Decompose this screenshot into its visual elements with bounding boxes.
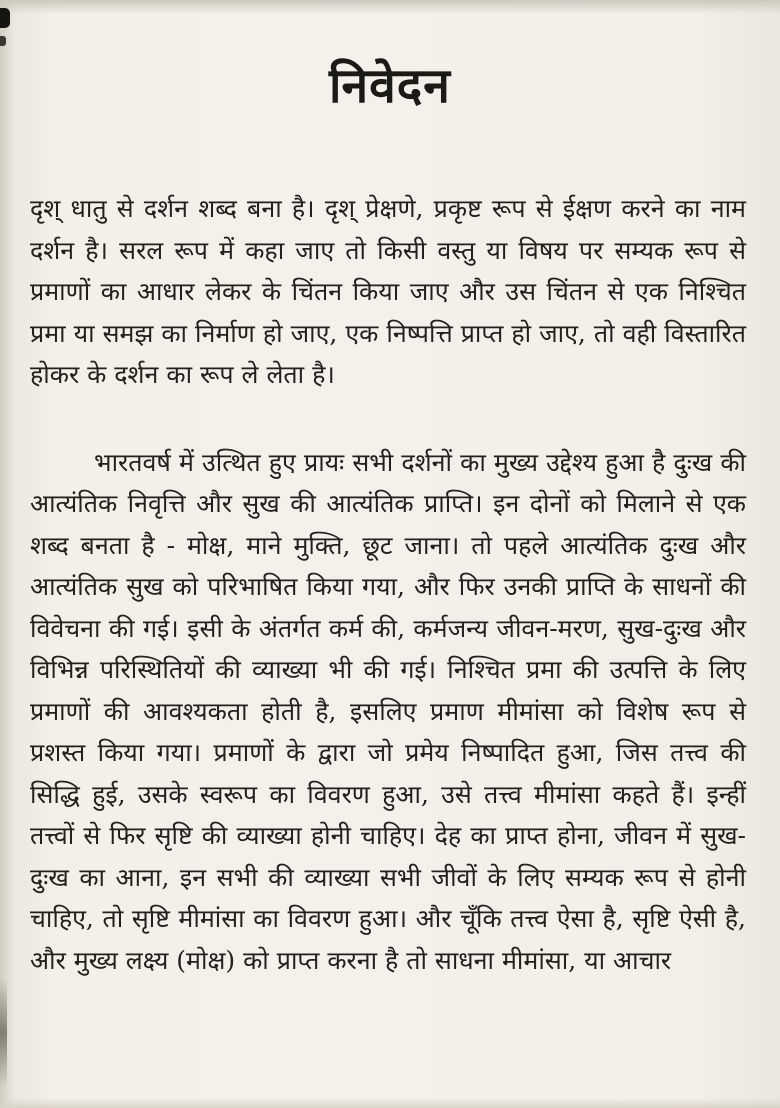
scan-artifact-mark (0, 8, 10, 28)
scan-artifact-mark (0, 36, 6, 46)
scan-artifact-smudge (0, 978, 7, 1088)
paragraph: दृश् धातु से दर्शन शब्द बना है। दृश् प्रेक्षणे, प्रकृष्ट रूप से ईक्षण करने का नाम दर्शन है। सरल रूप में कहा जाए तो किसी वस्तु या विषय पर सम्यक रूप से प्रमाणों का आधार लेकर के चिंतन किया जाए और उस चिंतन से एक निश्चित प्रमा या समझ का निर्माण हो जाए, एक निष्पत्ति प्राप्त हो जाए, तो वही विस्तारित होकर के दर्शन का रूप ले लेता है। (30, 194, 746, 389)
page-title: निवेदन (329, 58, 451, 114)
scan-edge-shading-top (0, 0, 780, 14)
paragraph: भारतवर्ष में उत्थित हुए प्रायः सभी दर्शनों का मुख्य उद्देश्य हुआ है दुःख की आत्यंतिक निवृत्ति और सुख की आत्यंतिक प्राप्ति। इन दोनों को मिलाने से एक शब्द बनता है - मोक्ष, माने मुक्ति, छूट जाना। तो पहले आत्यंतिक दुःख और आत्यंतिक सुख को परिभाषित किया गया, और फिर उनकी प्राप्ति के साधनों की विवेचना की गई। इसी के अंतर्गत कर्म की, कर्मजन्य जीवन-मरण, सुख-दुःख और विभिन्न परिस्थितियों की व्याख्या भी की गई। निश्चित प्रमा की उत्पत्ति के लिए प्रमाणों की आवश्यकता होती है, इसलिए प्रमाण मीमांसा को विशेष रूप से प्रशस्त किया गया। प्रमाणों के द्वारा जो प्रमेय निष्पादित हुआ, जिस तत्त्व की सिद्धि हुई, उसके स्वरूप का विवरण हुआ, उसे तत्त्व मीमांसा कहते हैं। इन्हीं तत्त्वों से फिर सृष्टि की व्याख्या होनी चाहिए। देह का प्राप्त होना, जीवन में सुख-दुःख का आना, इन सभी की व्याख्या सभी जीवों के लिए सम्यक रूप से होनी चाहिए, तो सृष्टि मीमांसा का विवरण हुआ। और चूँकि तत्त्व ऐसा है, सृष्टि ऐसी है, और मुख्य लक्ष्य (मोक्ष) को प्राप्त करना है तो साधना मीमांसा, या आचार (30, 447, 746, 975)
scan-edge-shading-bottom (0, 1098, 780, 1108)
page-body-text (30, 188, 746, 981)
